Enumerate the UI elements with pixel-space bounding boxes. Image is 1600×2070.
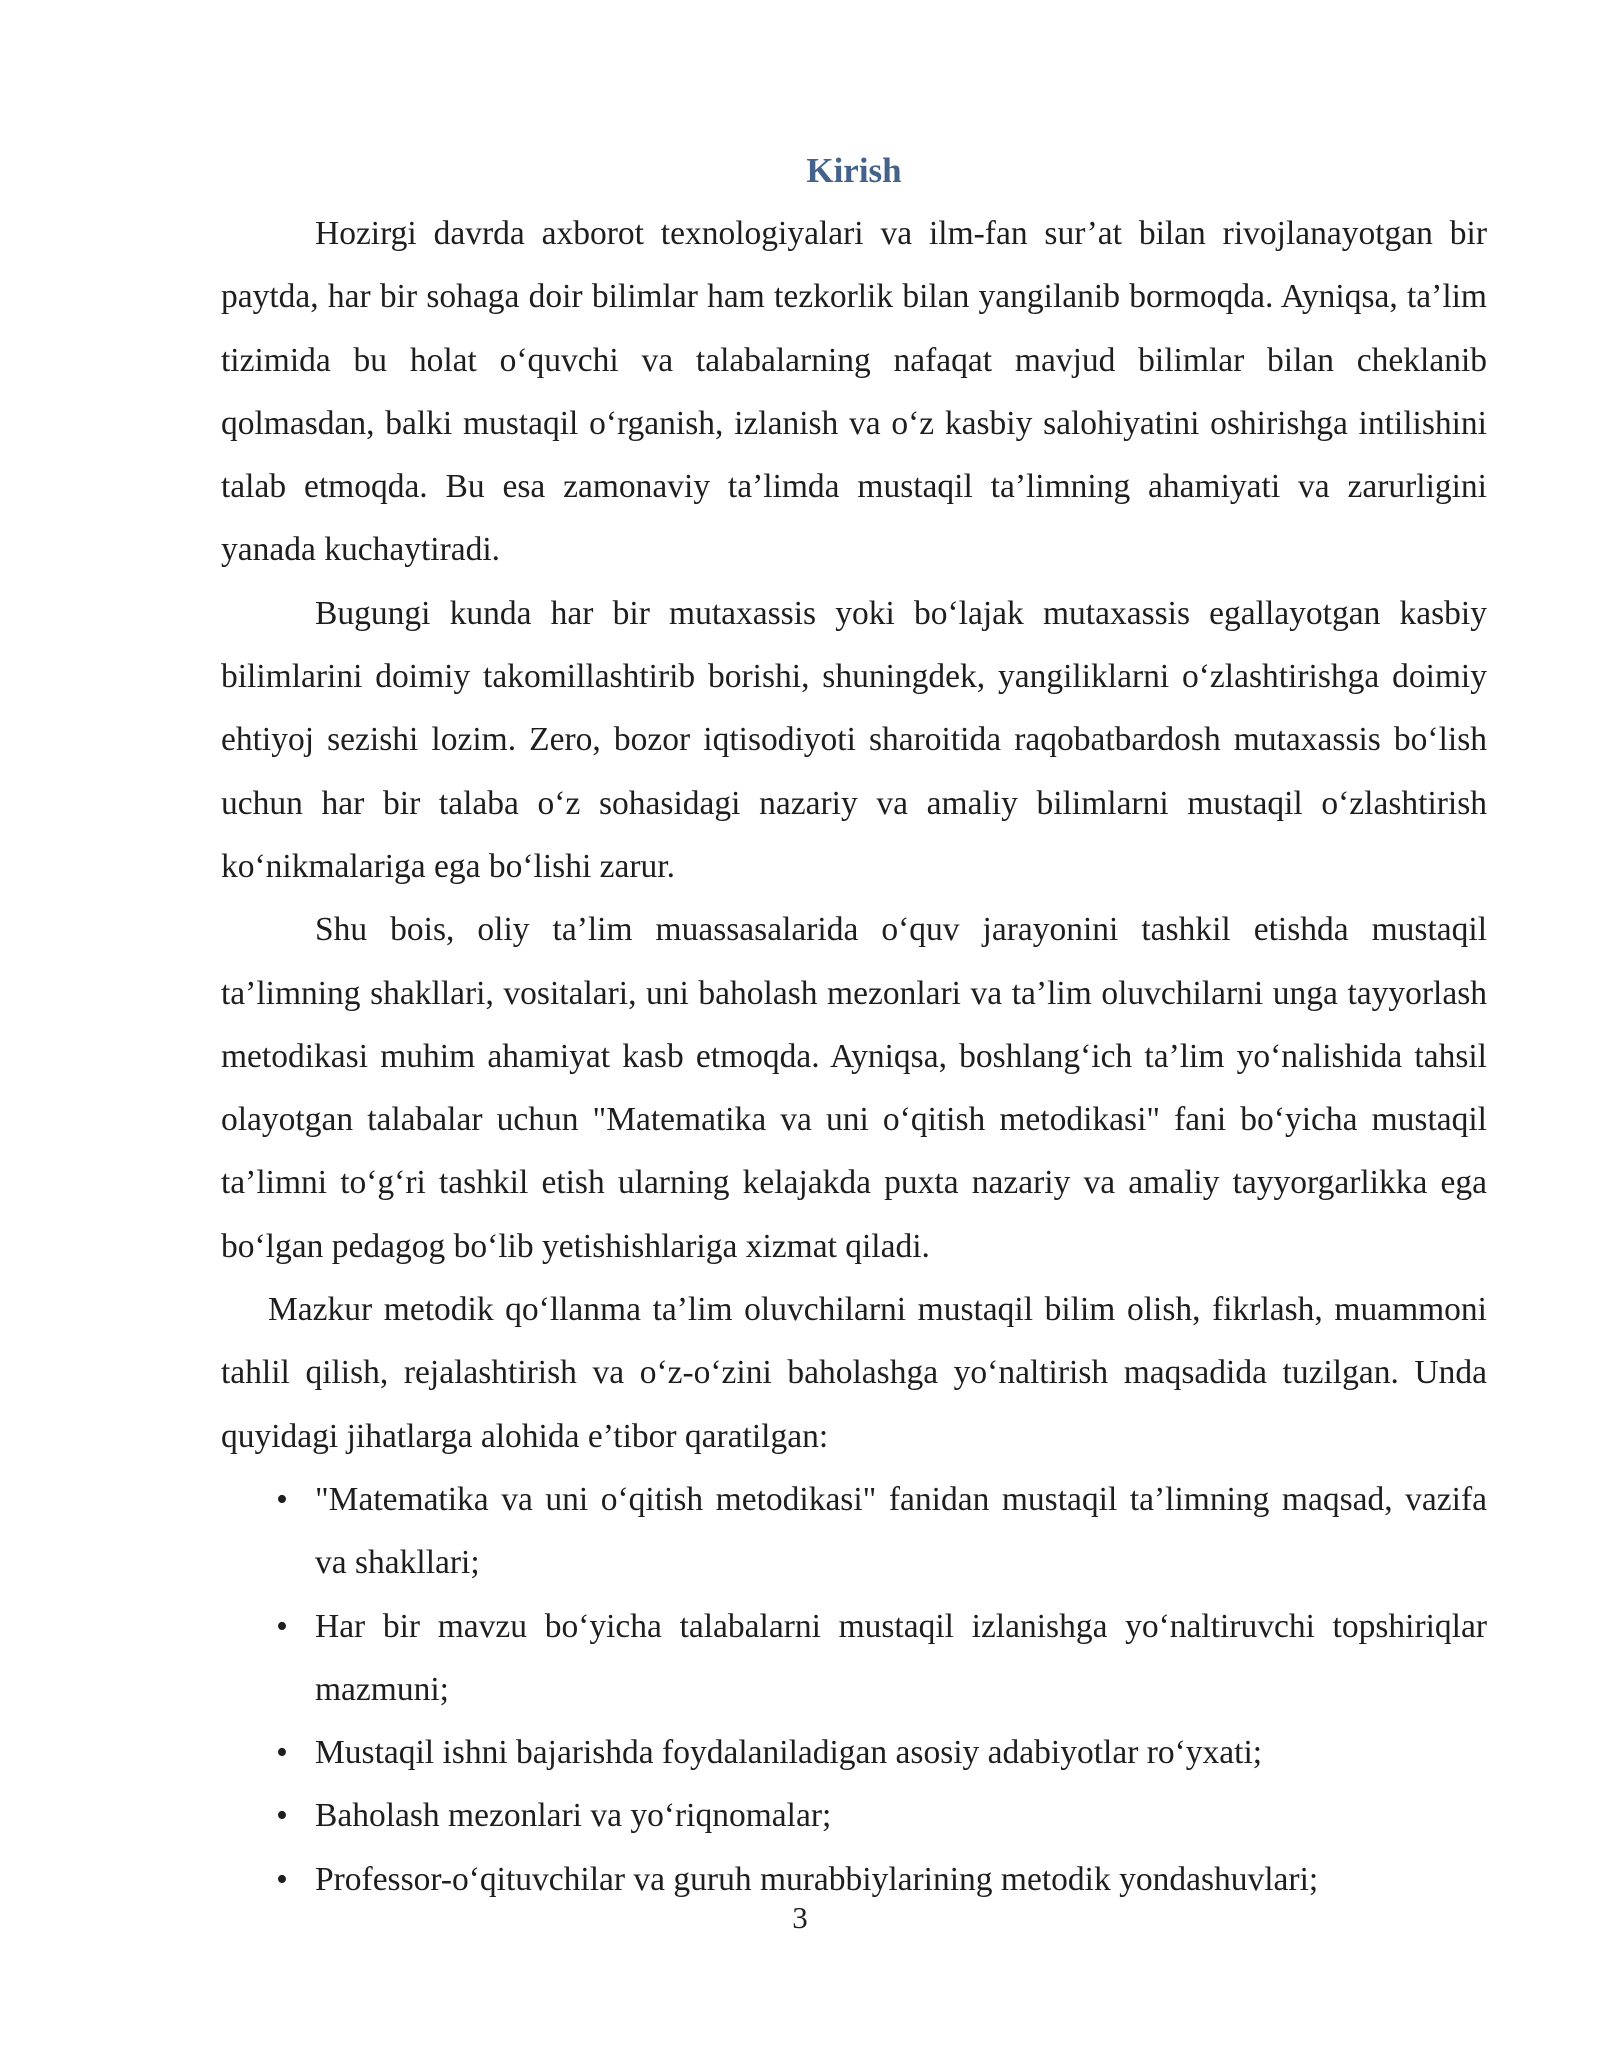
bullet-icon: • xyxy=(276,1797,288,1835)
paragraph-manual-purpose: Mazkur metodik qo‘llanma ta’lim oluvchilarni mustaqil bilim olish, fikrlash, muammoni tahlil qilish, rejalashtirish va o‘z-o‘zini baholashga yo‘naltirish maqsadida tuzilgan. Unda quyidagi jihatlarga alohida e’tibor qaratilgan: xyxy=(221,1291,1487,1455)
bullet-icon: • xyxy=(276,1860,288,1898)
bullet-icon: • xyxy=(276,1734,288,1772)
bullet-icon: • xyxy=(276,1480,288,1518)
list-item-text: Baholash mezonlari va yo‘riqnomalar; xyxy=(315,1797,832,1835)
section-title: Kirish xyxy=(806,151,902,190)
list-item-text: "Matematika va uni o‘qitish metodikasi" fanidan mustaqil ta’limning maqsad, vazifa va shakllari; xyxy=(315,1480,1487,1582)
list-item-text: Mustaqil ishni bajarishda foydalaniladigan asosiy adabiyotlar ro‘yxati; xyxy=(315,1734,1263,1772)
paragraph-specialists: Bugungi kunda har bir mutaxassis yoki bo‘lajak mutaxassis egallayotgan kasbiy bilimlarini doimiy takomillashtirib borishi, shuningdek, yangiliklarni o‘zlashtirishga doimiy ehtiyoj sezishi lozim. Zero, bozor iqtisodiyoti sharoitida raqobatbardosh mutaxassis bo‘lish uchun har bir talaba o‘z sohasidagi nazariy va amaliy bilimlarni mustaqil o‘zlashtirish ko‘nikmalariga ega bo‘lishi zarur. xyxy=(221,594,1487,885)
list-item-text: Professor-o‘qituvchilar va guruh murabbiylarining metodik yondashuvlari; xyxy=(315,1860,1319,1898)
paragraph-intro: Hozirgi davrda axborot texnologiyalari va ilm-fan sur’at bilan rivojlanayotgan bir paytda, har bir sohaga doir bilimlar ham tezkorlik bilan yangilanib bormoqda. Ayniqsa, ta’lim tizimida bu holat o‘quvchi va talabalarning nafaqat mavjud bilimlar bilan cheklanib qolmasdan, balki mustaqil o‘rganish, izlanish va o‘z kasbiy salohiyatini oshirishga intilishini talab etmoqda. Bu esa zamonaviy ta’limda mustaqil ta’limning ahamiyati va zarurligini yanada kuchaytiradi. xyxy=(221,215,1487,569)
list-item xyxy=(221,1595,1487,1722)
list-item xyxy=(221,1721,1487,1784)
page-number: 3 xyxy=(792,1900,808,1935)
bullet-icon: • xyxy=(276,1607,288,1645)
aspects-list xyxy=(221,1468,1487,1911)
list-item xyxy=(221,1784,1487,1847)
list-item-text: Har bir mavzu bo‘yicha talabalarni mustaqil izlanishga yo‘naltiruvchi topshiriqlar mazmuni; xyxy=(315,1607,1487,1708)
paragraph-higher-education: Shu bois, oliy ta’lim muassasalarida o‘quv jarayonini tashkil etishda mustaqil ta’limning shakllari, vositalari, uni baholash mezonlari va ta’lim oluvchilarni unga tayyorlash metodikasi muhim ahamiyat kasb etmoqda. Ayniqsa, boshlang‘ich ta’lim yo‘nalishida tahsil olayotgan talabalar uchun "Matematika va uni o‘qitish metodikasi" fani bo‘yicha mustaqil ta’limni to‘g‘ri tashkil etish ularning kelajakda puxta nazariy va amaliy tayyorgarlikka ega bo‘lgan pedagog bo‘lib yetishishlariga xizmat qiladi. xyxy=(221,911,1487,1265)
page-content xyxy=(221,146,1487,1911)
list-item xyxy=(221,1468,1487,1595)
